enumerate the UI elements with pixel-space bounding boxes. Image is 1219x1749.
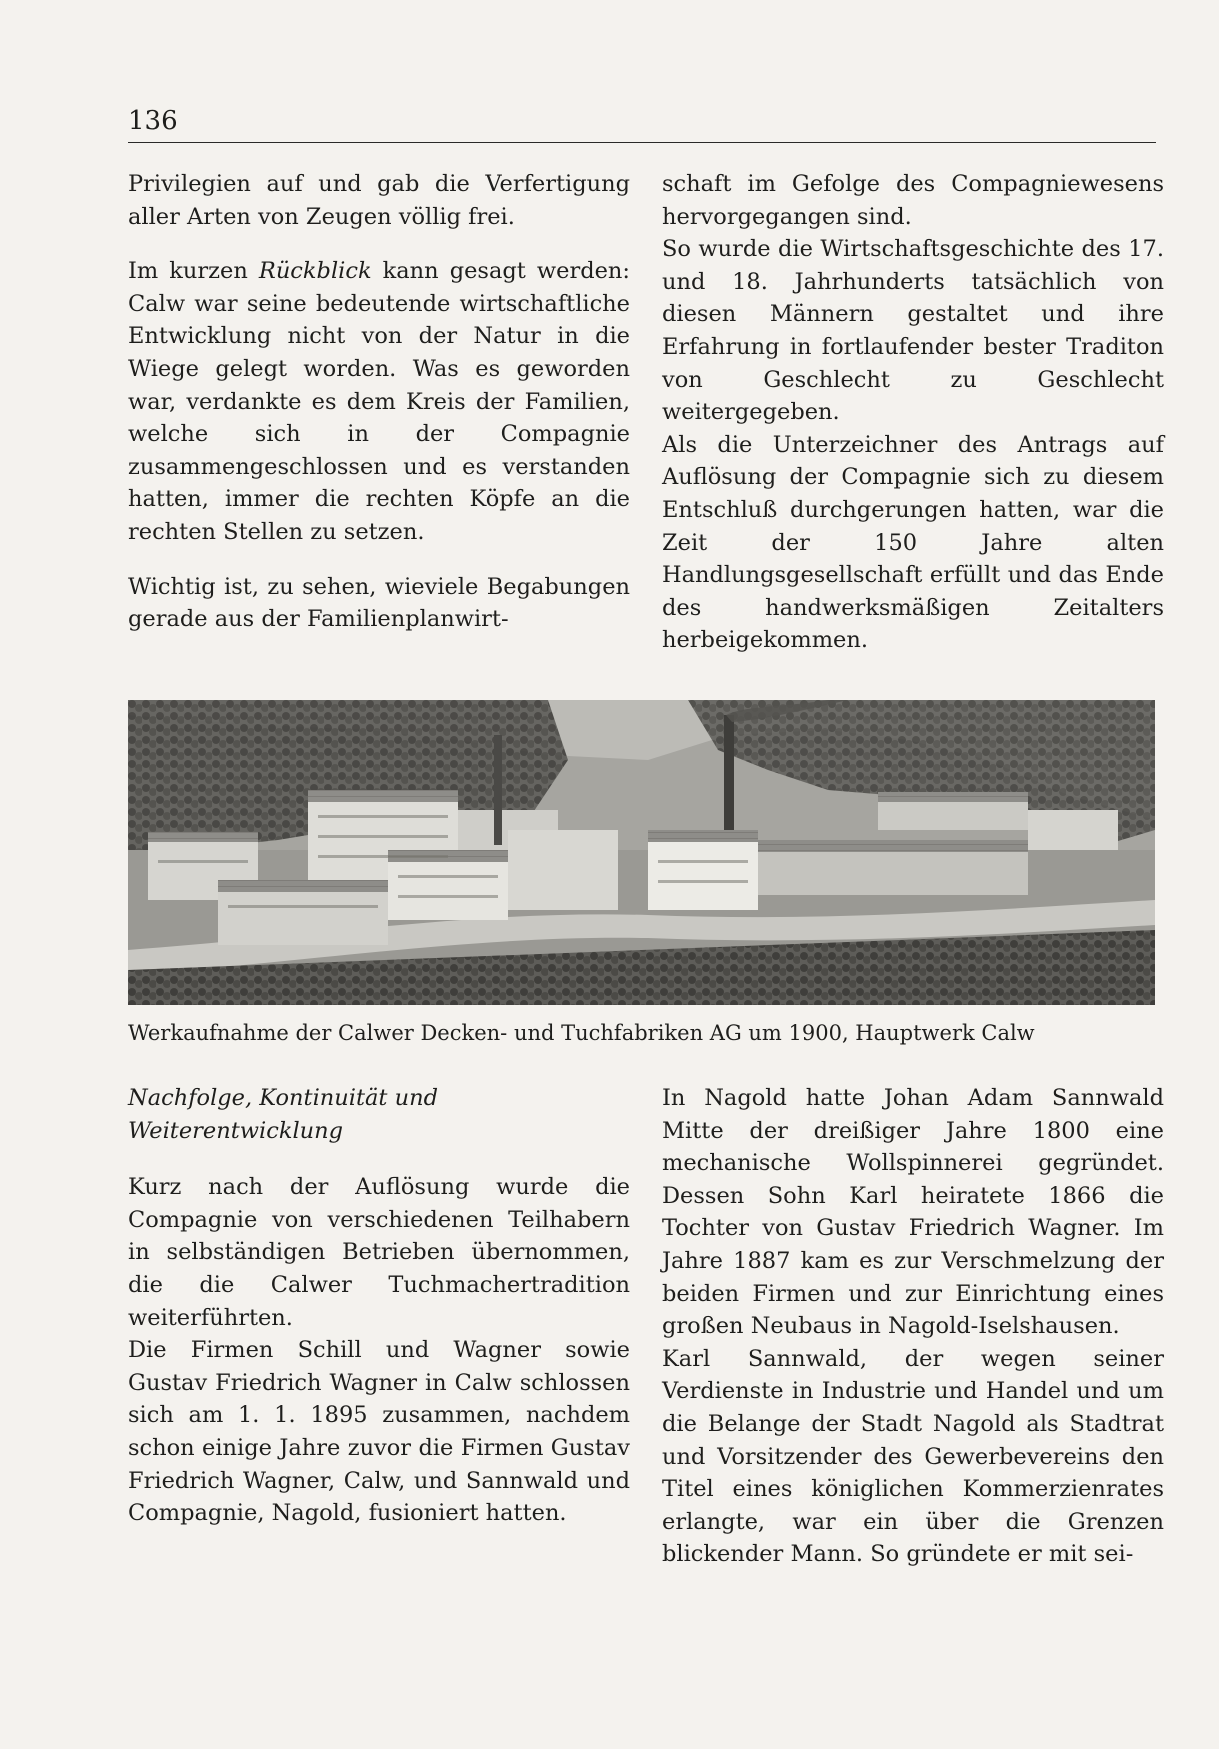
factory-illustration [128, 700, 1155, 1005]
paragraph-privilegien: Privilegien auf und gab die Verfertigung aller Arten von Zeugen völlig frei. [128, 171, 630, 230]
section-heading-line2: Weiterentwicklung [128, 1117, 344, 1144]
column-right-bottom [662, 1082, 1164, 1571]
paragraph-wichtig: Wichtig ist, zu sehen, wieviele Begabungen gerade aus der Familienplanwirt- [128, 573, 630, 633]
column-left-bottom [128, 1082, 630, 1530]
factory-photograph [128, 700, 1155, 1005]
rueckblick-prefix: Im kurzen [128, 258, 259, 285]
figure-caption: Werkaufnahme der Calwer Decken- und Tuchfabriken AG um 1900, Hauptwerk Calw [128, 1021, 1035, 1045]
paragraph-compagniewesen: schaft im Gefolge des Compagniewesens hervorgegangen sind. [662, 171, 1164, 230]
paragraph-kurz-nach: Kurz nach der Auflösung wurde die Compagnie von verschiedenen Teilhabern in selbständigen Betrieben übernommen, die die Calwer Tuchmachertradition weiterführten. [128, 1174, 630, 1331]
paragraph-karl-sannwald: Karl Sannwald, der wegen seiner Verdienste in Industrie und Handel und um die Belange der Stadt Nagold als Stadtrat und Vorsitzender des Gewerbevereins den Titel eines königlichen Kommerzienrates erlangte, war ein über die Grenzen blickender Mann. So gründete er mit sei- [662, 1345, 1164, 1568]
header-rule [128, 142, 1156, 143]
paragraph-aufloesung: Als die Unterzeichner des Antrags auf Auflösung der Compagnie sich zu diesem Entschluß durchgerungen hatten, war die Zeit der 150 Jahre alten Handlungsgesellschaft erfüllt und das Ende des handwerksmäßigen Zeitalters herbeigekommen. [662, 431, 1164, 654]
rueckblick-text: kann gesagt werden: Calw war seine bedeutende wirtschaftliche Entwicklung nicht von der Natur in die Wiege gelegt worden. Was es geworden war, verdankte es dem Kreis der Familien, welche sich in der Compagnie zusammengeschlossen und es verstanden hatten, immer die rechten Köpfe an die rechten Stellen zu setzen. [128, 258, 630, 545]
column-left-top [128, 168, 630, 636]
section-heading-line1: Nachfolge, Kontinuität und [128, 1085, 438, 1111]
section-heading [128, 1082, 630, 1147]
rueckblick-emphasis: Rückblick [258, 258, 372, 285]
page-number: 136 [128, 106, 178, 136]
paragraph-wirtschaftsgeschichte: So wurde die Wirtschaftsgeschichte des 17. und 18. Jahrhunderts tatsächlich von diesen Männern gestaltet und ihre Erfahrung in fortlaufender bester Traditon von Geschlecht zu Geschlecht weitergegeben. [662, 236, 1164, 426]
column-right-top [662, 168, 1164, 657]
paragraph-rueckblick [128, 255, 630, 548]
paragraph-firmen-schill: Die Firmen Schill und Wagner sowie Gustav Friedrich Wagner in Calw schlossen sich am 1. 1. 1895 zusammen, nachdem schon einige Jahre zuvor die Firmen Gustav Friedrich Wagner, Calw, und Sannwald und Compagnie, Nagold, fusioniert hatten. [128, 1337, 630, 1527]
paragraph-nagold: In Nagold hatte Johan Adam Sannwald Mitte der dreißiger Jahre 1800 eine mechanische Wollspinnerei gegründet. Dessen Sohn Karl heiratete 1866 die Tochter von Gustav Friedrich Wagner. Im Jahre 1887 kam es zur Verschmelzung der beiden Firmen und zur Einrichtung eines großen Neubaus in Nagold-Iselshausen. [662, 1085, 1164, 1340]
